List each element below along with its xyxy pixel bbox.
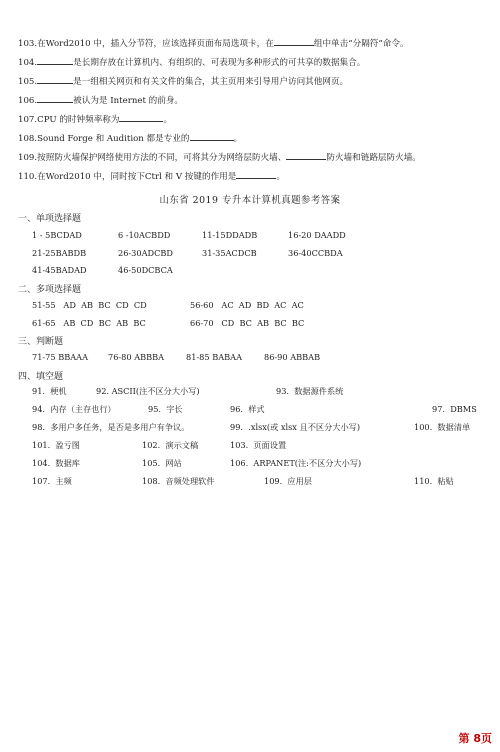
section-heading-single-choice: 一、单项选择题	[18, 214, 82, 224]
answer-cell: 41-45BADAD	[32, 265, 87, 275]
page-number: 第 8页	[458, 732, 492, 745]
question-109: 109.按照防火墙保护网络使用方法的不同，可将其分为网络层防火墙、 防火墙和链路层防火墙。	[18, 150, 421, 164]
answer-key-title: 山东省 2019 专升本计算机真题参考答案	[159, 195, 341, 206]
question-108: 108.Sound Forge 和 Audition 都是专业的 。	[18, 131, 242, 145]
question-105: 105. 是一组相关网页和有关文件的集合，其主页用来引导用户访问其他网页。	[18, 74, 348, 88]
answer-cell: 98. 多用户多任务，是否是多用户有争议。	[32, 422, 190, 432]
question-110: 110.在Word2010 中，同时按下Ctrl 和 V 按键的作用是 。	[18, 169, 285, 183]
answer-cell: 6 -10ACBDD	[118, 230, 171, 240]
answer-blank	[37, 55, 73, 65]
answer-cell: 66-70 CD BC AB BC BC	[190, 318, 305, 328]
answer-cell: 76-80 ABBBA	[108, 352, 165, 362]
answer-cell: 92. ASCII(注不区分大小写)	[96, 386, 200, 396]
answer-blank	[37, 93, 73, 103]
answer-cell: 95. 字长	[148, 404, 183, 414]
answer-cell: 104. 数据库	[32, 458, 80, 468]
answer-blank	[37, 74, 73, 84]
answer-cell: 71-75 BBAAA	[32, 352, 88, 362]
answer-cell: 91. 梗机	[32, 386, 67, 396]
answer-cell: 105. 网站	[142, 458, 182, 468]
answer-cell: 51-55 AD AB BC CD CD	[32, 300, 147, 310]
answer-cell: 21-25BABDB	[32, 248, 87, 258]
answer-cell: 11-15DDADB	[202, 230, 258, 240]
answer-blank	[286, 150, 326, 160]
answer-cell: 46-50DCBCA	[118, 265, 173, 275]
answer-cell: 101. 盈亏图	[32, 440, 80, 450]
answer-cell: 36-40CCBDA	[288, 248, 343, 258]
answer-cell: 99. .xlsx(或 xlsx 且不区分大小写)	[230, 422, 361, 432]
question-103: 103.在Word2010 中，插入分节符，应该选择页面布局选项卡，在 组中单击“分隔符”命令。	[18, 36, 409, 50]
answer-blank	[119, 112, 163, 122]
answer-cell: 56-60 AC AD BD AC AC	[190, 300, 304, 310]
answer-cell: 97. DBMS	[432, 404, 477, 414]
answer-cell: 109. 应用层	[264, 476, 312, 486]
answer-cell: 61-65 AB CD BC AB BC	[32, 318, 146, 328]
answer-blank	[190, 131, 234, 141]
question-107: 107.CPU 的时钟频率称为 。	[18, 112, 172, 126]
answer-cell: 1 - 5BCDAD	[32, 230, 82, 240]
answer-cell: 108. 音频处理软件	[142, 476, 215, 486]
answer-cell: 31-35ACDCB	[202, 248, 257, 258]
answer-cell: 107. 主频	[32, 476, 72, 486]
answer-cell: 110. 粘贴	[414, 476, 454, 486]
answer-cell: 93. 数据源件系统	[276, 386, 344, 396]
answer-cell: 86-90 ABBAB	[264, 352, 321, 362]
answer-cell: 100. 数据清单	[414, 422, 471, 432]
answer-blank	[274, 36, 314, 46]
answer-cell: 106. ARPANET(注:不区分大小写)	[230, 458, 362, 468]
question-104: 104. 是长期存放在计算机内、有组织的、可表现为多种形式的可共享的数据集合。	[18, 55, 365, 69]
answer-cell: 16-20 DAADD	[288, 230, 346, 240]
answer-cell: 96. 样式	[230, 404, 265, 414]
section-heading-fill-in: 四、填空题	[18, 372, 64, 382]
section-heading-multiple-choice: 二、多项选择题	[18, 285, 82, 295]
answer-cell: 94. 内存（主存也行）	[32, 404, 116, 414]
answer-cell: 103. 页面设置	[230, 440, 287, 450]
answer-cell: 26-30ADCBD	[118, 248, 173, 258]
answer-blank	[236, 169, 276, 179]
answer-cell: 81-85 BABAA	[186, 352, 242, 362]
section-heading-true-false: 三、判断题	[18, 337, 64, 347]
answer-cell: 102. 演示文稿	[142, 440, 199, 450]
question-106: 106. 被认为是 Internet 的前身。	[18, 93, 183, 107]
